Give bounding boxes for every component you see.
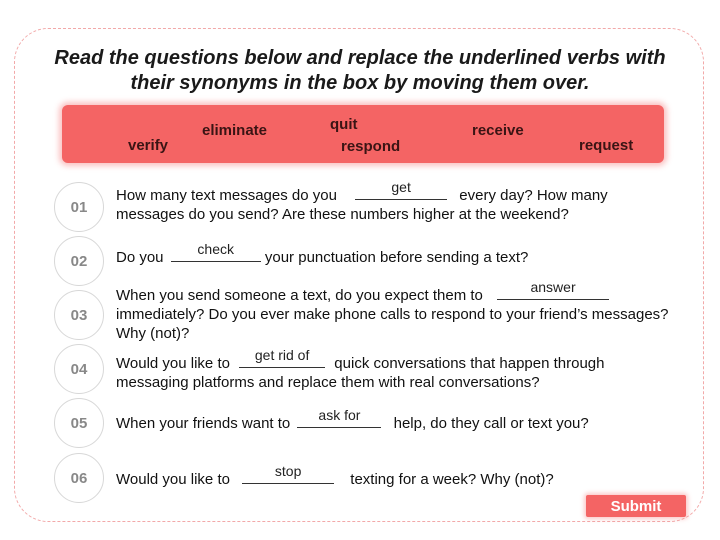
- instruction-title: Read the questions below and replace the underlined verbs with their synonyms in the box by moving them over.: [54, 47, 666, 94]
- underlined-verb: stop: [274, 463, 302, 479]
- underlined-verb: ask for: [318, 407, 361, 423]
- question-text: [116, 463, 676, 489]
- question-text: [116, 179, 676, 224]
- question-text-before: Would you like to: [116, 471, 230, 488]
- question-text-before: When you send someone a text, do you expect them to: [116, 287, 483, 304]
- verb-drop-slot[interactable]: [171, 241, 261, 262]
- word-chip-quit[interactable]: quit: [330, 116, 358, 133]
- verb-drop-slot[interactable]: [242, 463, 334, 484]
- question-text-after: immediately? Do you ever make phone calls to respond to your friend’s messages? Why (not)?: [116, 306, 669, 342]
- question-number-badge: 01: [54, 182, 104, 232]
- verb-drop-slot[interactable]: [239, 347, 325, 368]
- activity-card: [14, 28, 704, 522]
- underlined-verb: answer: [530, 279, 576, 295]
- question-number-badge: 02: [54, 236, 104, 286]
- question-text-before: Would you like to: [116, 355, 230, 372]
- question-number-badge: 03: [54, 290, 104, 340]
- word-chip-eliminate[interactable]: eliminate: [202, 122, 268, 139]
- question-text-after: help, do they call or text you?: [393, 415, 589, 432]
- question-text-after: every day? How many messages do you send? Are these numbers higher at the weekend?: [116, 187, 608, 223]
- underlined-verb: get: [391, 179, 411, 195]
- question-text-before: Do you: [116, 249, 164, 266]
- question-text-after: quick conversations that happen through messaging platforms and replace them with real conversations?: [116, 355, 605, 391]
- word-chip-respond[interactable]: respond: [341, 138, 401, 155]
- question-text: [116, 407, 676, 433]
- verb-drop-slot[interactable]: [497, 279, 609, 300]
- question-text-before: When your friends want to: [116, 415, 291, 432]
- word-chip-receive[interactable]: receive: [472, 122, 524, 139]
- question-text-before: How many text messages do you: [116, 187, 337, 204]
- question-text: [116, 241, 676, 267]
- question-text: [116, 347, 676, 392]
- word-bank: [62, 105, 664, 163]
- word-chip-request[interactable]: request: [579, 137, 634, 154]
- question-number-badge: 06: [54, 453, 104, 503]
- verb-drop-slot[interactable]: [355, 179, 447, 200]
- question-text-after: texting for a week? Why (not)?: [350, 471, 554, 488]
- underlined-verb: check: [197, 241, 234, 257]
- question-number-badge: 05: [54, 398, 104, 448]
- question-text: [116, 279, 676, 343]
- verb-drop-slot[interactable]: [297, 407, 381, 428]
- question-number-badge: 04: [54, 344, 104, 394]
- submit-button[interactable]: Submit: [586, 495, 686, 517]
- question-text-after: your punctuation before sending a text?: [264, 249, 529, 266]
- word-chip-verify[interactable]: verify: [128, 137, 169, 154]
- underlined-verb: get rid of: [254, 347, 310, 363]
